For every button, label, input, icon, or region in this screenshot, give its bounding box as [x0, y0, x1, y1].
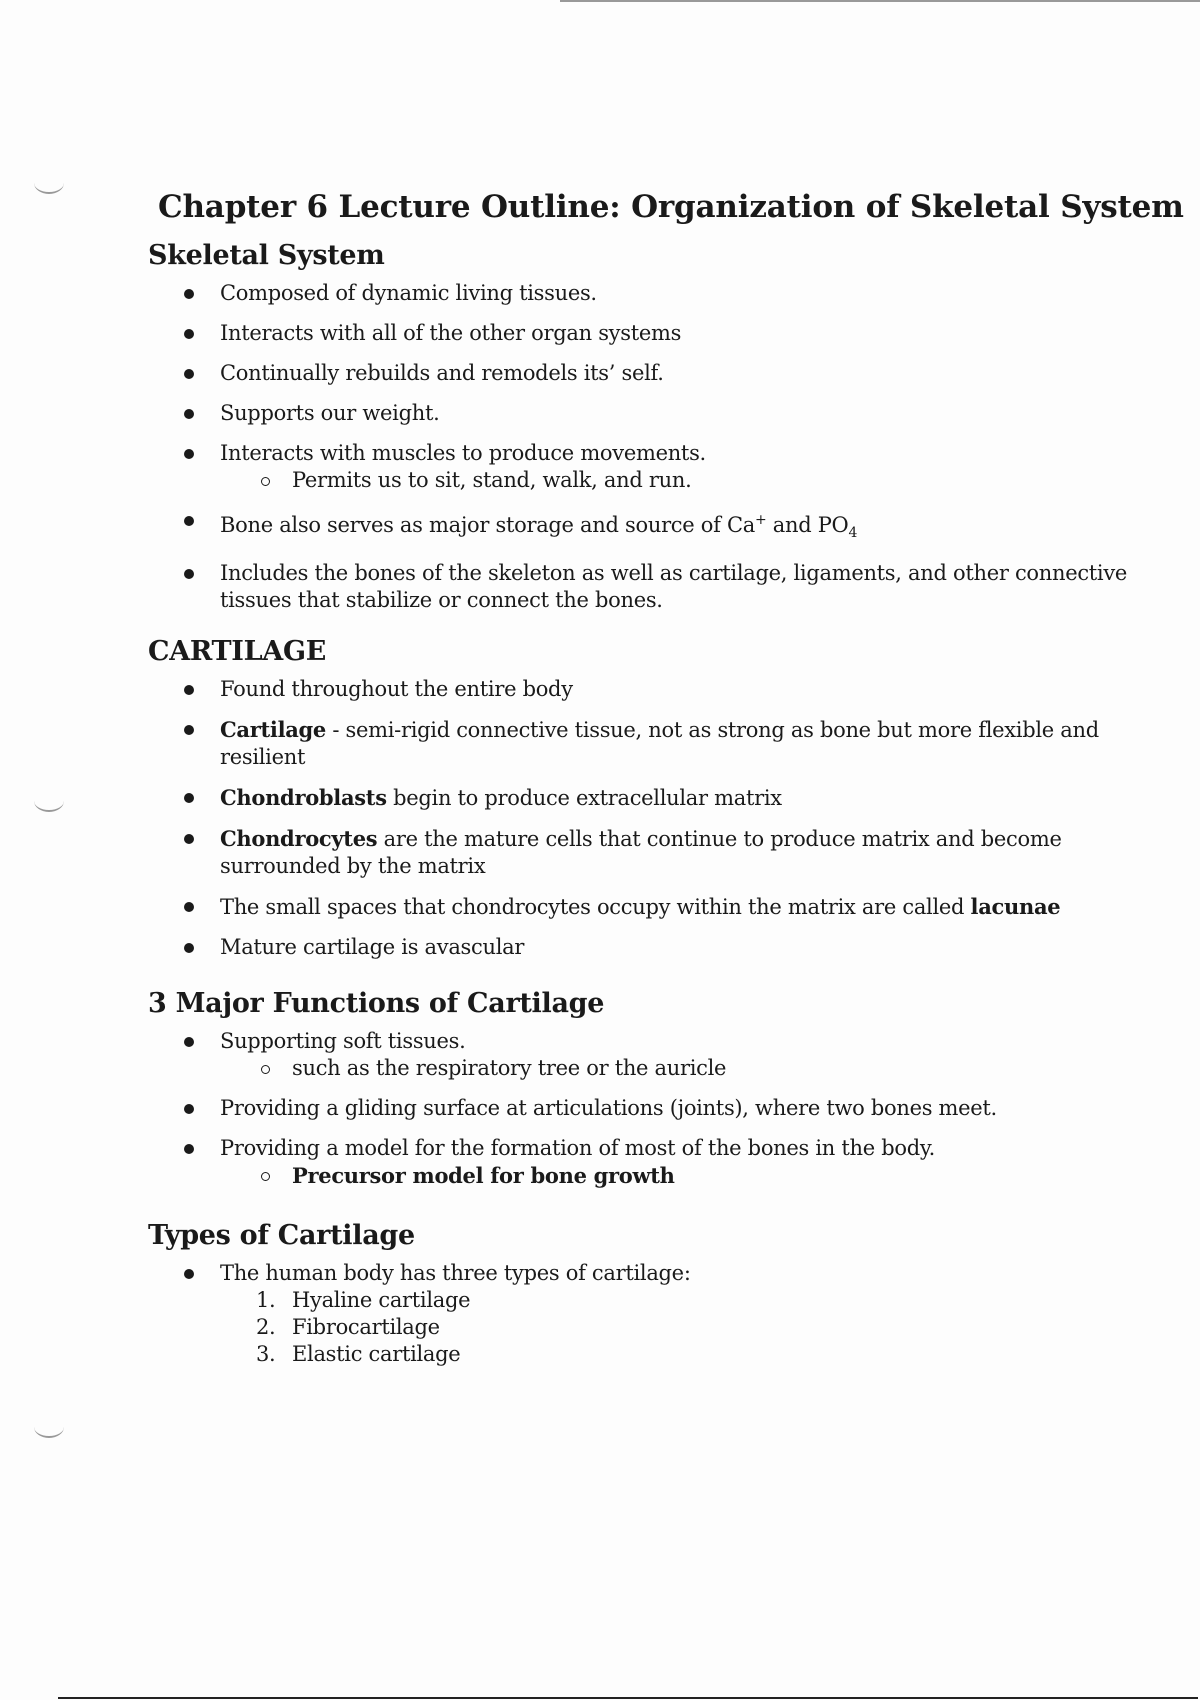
superscript-charge: + [754, 512, 767, 528]
item-text: Fibrocartilage [292, 1315, 440, 1339]
sub-list-item: Permits us to sit, stand, walk, and run. [292, 467, 1148, 494]
list-item [220, 507, 1148, 547]
bullet-list [148, 676, 1148, 961]
section-heading: Types of Cartilage [148, 1220, 415, 1251]
list-item [220, 1028, 1148, 1082]
list-item-text: Providing a model for the formation of most of the bones in the body. [220, 1136, 936, 1160]
list-item: Continually rebuilds and remodels its’ self. [220, 360, 1148, 387]
list-item [220, 784, 1148, 812]
binder-hole-mark [34, 172, 64, 194]
bullet-list [148, 1260, 1148, 1368]
list-item [220, 1260, 1148, 1368]
list-item [220, 825, 1148, 880]
section-cartilage [148, 634, 1148, 974]
binder-hole-mark [34, 1416, 64, 1438]
list-item-text: - semi-rigid connective tissue, not as strong as bone but more flexible and resilient [220, 718, 1099, 769]
scan-edge-top [560, 0, 1200, 2]
term-bold: lacunae [970, 894, 1061, 919]
section-heading: 3 Major Functions of Cartilage [148, 988, 605, 1019]
scan-edge-bottom [58, 1697, 1198, 1699]
subscript-count: 4 [848, 525, 858, 542]
item-text: Elastic cartilage [292, 1342, 461, 1366]
sub-list [220, 1055, 1148, 1082]
list-item-text: The small spaces that chondrocytes occupy within the matrix are called [220, 895, 971, 919]
numbered-list [220, 1287, 1148, 1368]
list-item: Composed of dynamic living tissues. [220, 280, 1148, 307]
list-item-text: Interacts with muscles to produce movements. [220, 441, 706, 465]
sub-list-item: Precursor model for bone growth [292, 1162, 1148, 1189]
item-text: Hyaline cartilage [292, 1288, 471, 1312]
list-item: Found throughout the entire body [220, 676, 1148, 703]
item-number: 3. [256, 1342, 276, 1366]
sub-list [220, 467, 1148, 494]
list-item: Mature cartilage is avascular [220, 934, 1148, 961]
list-item: Supports our weight. [220, 400, 1148, 427]
list-item-text: Bone also serves as major storage and source of Ca [220, 513, 755, 537]
list-item: Includes the bones of the skeleton as well as cartilage, ligaments, and other connective tissues that stabilize or connect the bones. [220, 560, 1148, 614]
page-title: Chapter 6 Lecture Outline: Organization of Skeletal System [158, 188, 1184, 225]
list-item-text: Supporting soft tissues. [220, 1029, 466, 1053]
numbered-item [256, 1341, 1148, 1368]
term-bold: Chondroblasts [220, 785, 387, 810]
item-number: 1. [256, 1288, 276, 1312]
list-item: Interacts with all of the other organ systems [220, 320, 1148, 347]
item-number: 2. [256, 1315, 276, 1339]
binder-hole-mark [34, 790, 64, 812]
list-item [220, 1135, 1148, 1189]
list-item-text: begin to produce extracellular matrix [386, 786, 782, 810]
sub-list [220, 1162, 1148, 1189]
section-types-of-cartilage [148, 1218, 1148, 1381]
list-item [220, 893, 1148, 921]
section-heading: Skeletal System [148, 240, 385, 271]
list-item [220, 440, 1148, 494]
list-item: Providing a gliding surface at articulations (joints), where two bones meet. [220, 1095, 1148, 1122]
section-functions-of-cartilage [148, 986, 1148, 1202]
section-heading: CARTILAGE [148, 636, 326, 667]
bullet-list [148, 280, 1148, 614]
bullet-list [148, 1028, 1148, 1189]
list-item-text: The human body has three types of cartilage: [220, 1261, 691, 1285]
list-item [220, 716, 1148, 771]
list-item-text: are the mature cells that continue to produce matrix and become surrounded by the matrix [220, 827, 1062, 878]
term-bold: Chondrocytes [220, 826, 378, 851]
term-bold: Cartilage [220, 717, 326, 742]
list-item-text: and PO [766, 513, 849, 537]
numbered-item [256, 1314, 1148, 1341]
section-skeletal-system [148, 238, 1148, 627]
numbered-item [256, 1287, 1148, 1314]
sub-list-item: such as the respiratory tree or the auricle [292, 1055, 1148, 1082]
